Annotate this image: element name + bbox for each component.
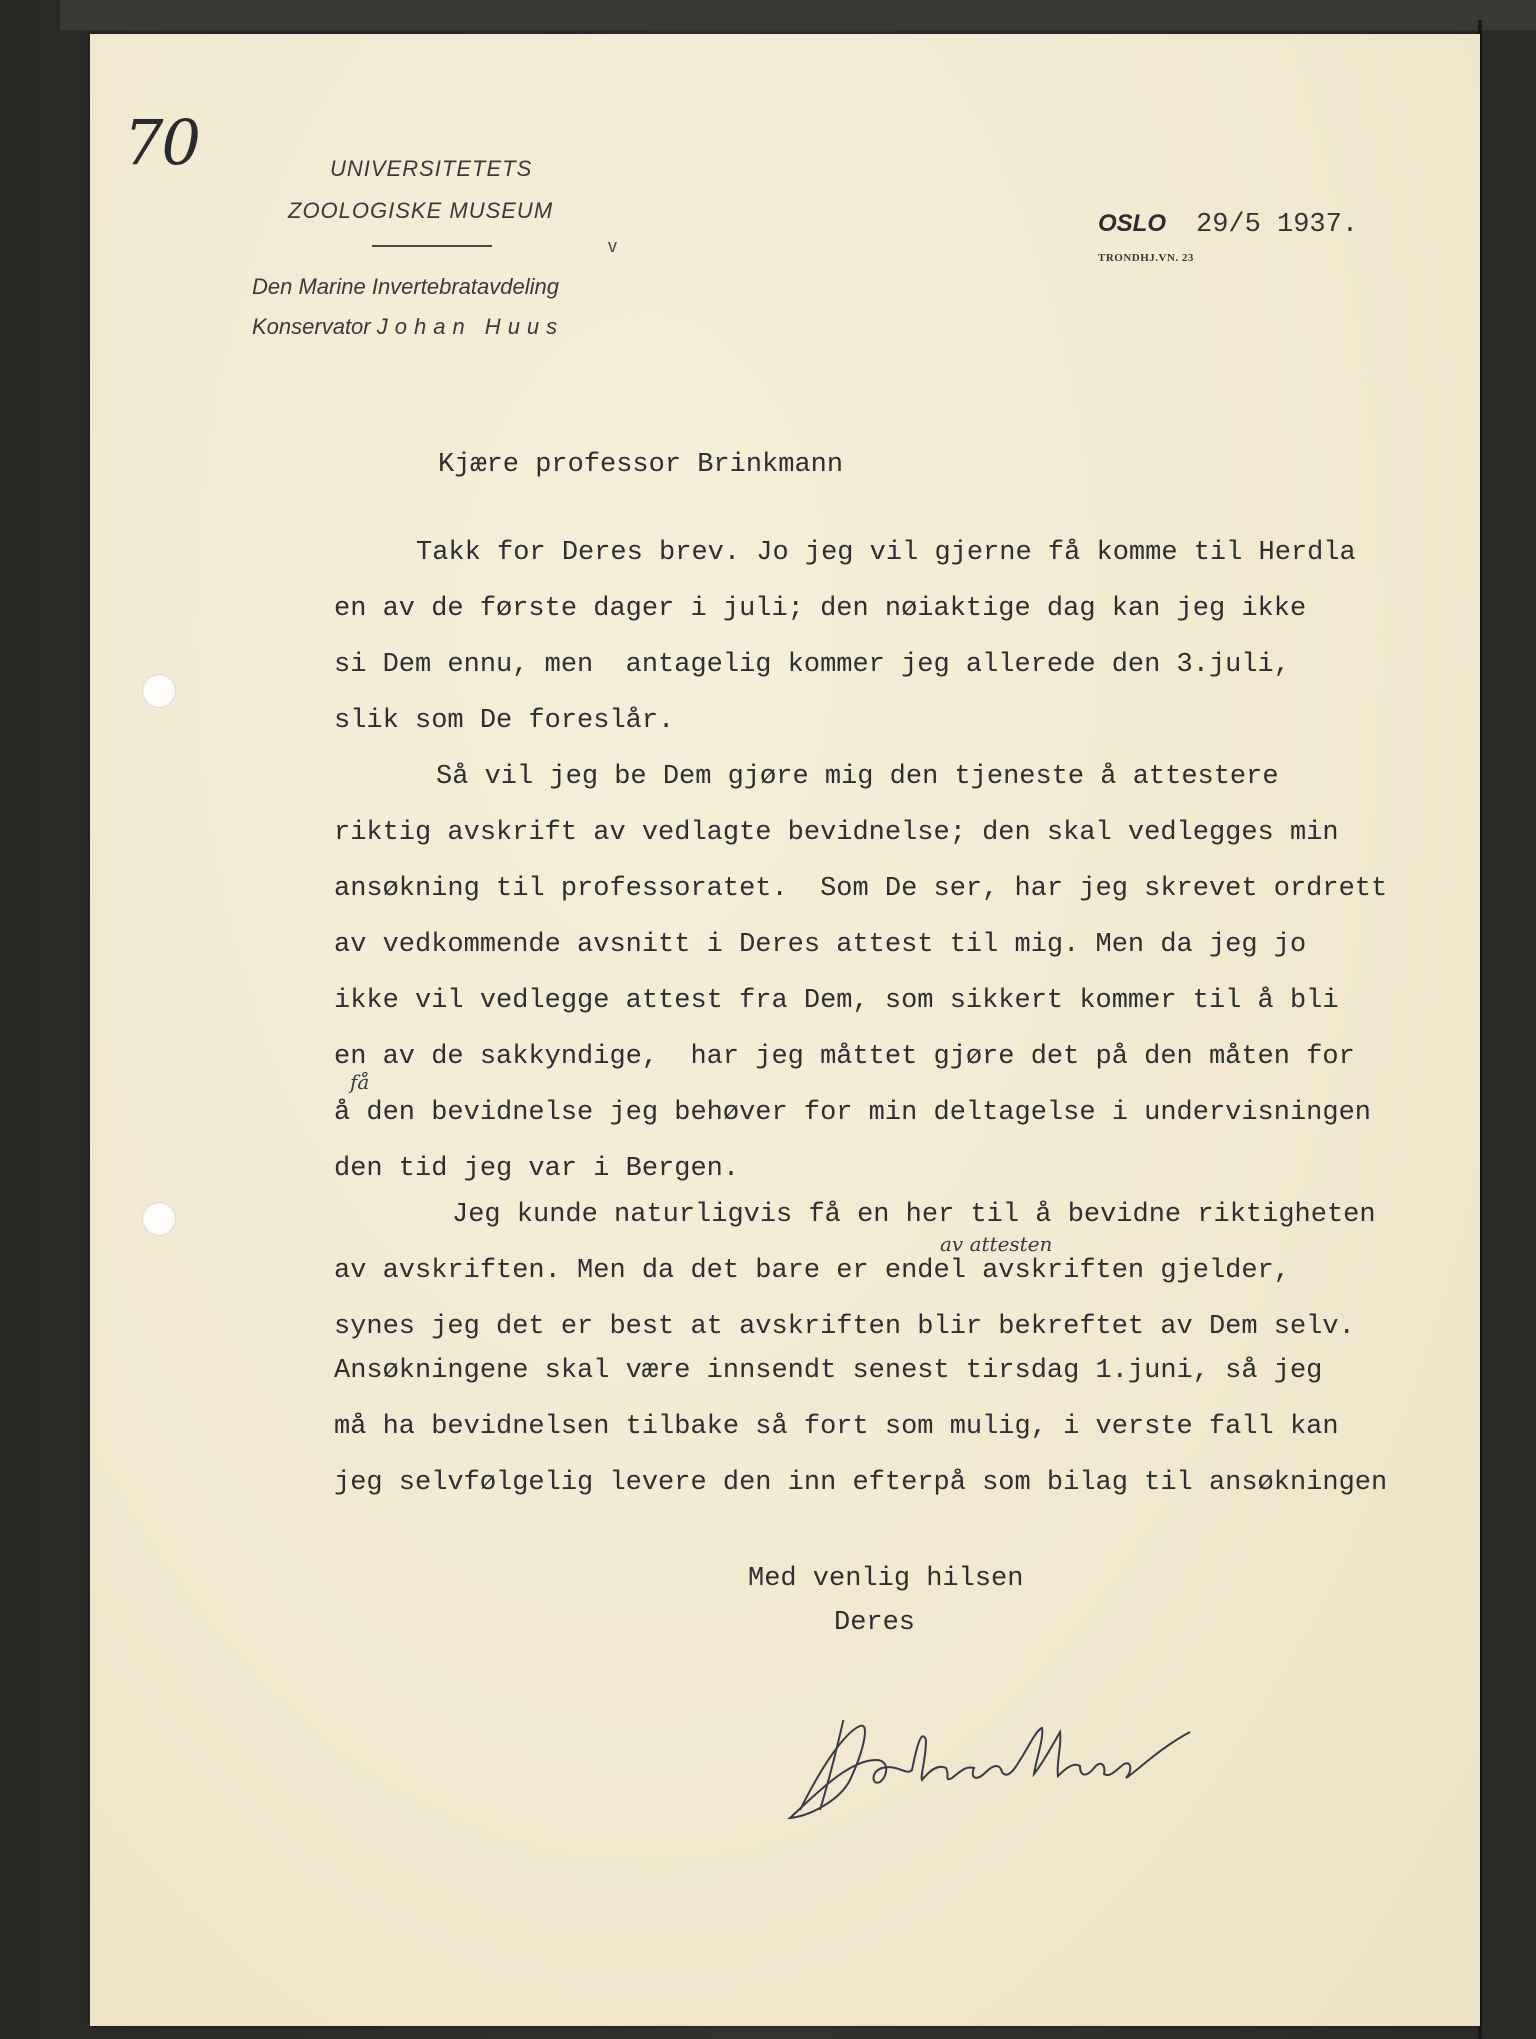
letterhead-department: Den Marine Invertebratavdeling — [252, 274, 559, 299]
body-line: av avskriften. Men da det bare er endel avskriften gjelder, — [334, 1256, 1290, 1286]
body-line: Ansøkningene skal være innsendt senest tirsdag 1.juni, så jeg — [334, 1356, 1323, 1386]
body-line: synes jeg det er best at avskriften blir bekreftet av Dem selv. — [334, 1312, 1355, 1342]
body-line: må ha bevidnelsen tilbake så fort som mulig, i verste fall kan — [334, 1412, 1339, 1442]
body-line: ikke vil vedlegge attest fra Dem, som sikkert kommer til å bli — [334, 986, 1339, 1016]
letterhead-curator-name: Johan Huus — [376, 314, 565, 339]
body-line: si Dem ennu, men antagelig kommer jeg allerede den 3.juli, — [334, 650, 1290, 680]
body-line: å den bevidnelse jeg behøver for min deltagelse i undervisningen — [334, 1098, 1371, 1128]
letterhead-mark: v — [608, 236, 617, 256]
letterhead-university: UNIVERSITETETS — [330, 156, 533, 181]
body-line: riktig avskrift av vedlagte bevidnelse; den skal vedlegges min — [334, 818, 1339, 848]
body-line: en av de første dager i juli; den nøiaktige dag kan jeg ikke — [334, 594, 1307, 624]
letter-date: 29/5 1937. — [1196, 210, 1359, 240]
archive-number: 70 — [124, 106, 199, 179]
body-line: en av de sakkyndige, har jeg måttet gjøre det på den måten for — [334, 1042, 1355, 1072]
letterhead-curator-title: Konservator — [252, 314, 371, 339]
body-line: ansøkning til professoratet. Som De ser, har jeg skrevet ordrett — [334, 874, 1388, 904]
handwritten-insertion-av-attesten: av attesten — [940, 1232, 1053, 1256]
place: OSLO — [1098, 210, 1167, 237]
salutation: Kjære professor Brinkmann — [438, 450, 844, 480]
handwritten-insertion-fa: få — [350, 1070, 370, 1094]
letterhead-curator — [252, 314, 564, 340]
body-line: slik som De foreslår. — [334, 706, 675, 736]
body-line: Så vil jeg be Dem gjøre mig den tjeneste å attestere — [436, 762, 1279, 792]
letterhead-museum: ZOOLOGISKE MUSEUM — [288, 198, 554, 223]
punch-hole-top — [142, 674, 176, 708]
punch-hole-bottom — [142, 1202, 176, 1236]
body-line: jeg selvfølgelig levere den inn efterpå som bilag til ansøkningen — [334, 1468, 1388, 1498]
handwritten-signature — [780, 1720, 1220, 1820]
backing-top-strip — [60, 0, 1536, 30]
body-line: den tid jeg var i Bergen. — [334, 1154, 740, 1184]
body-line: Takk for Deres brev. Jo jeg vil gjerne få komme til Herdla — [416, 538, 1356, 568]
closing-deres: Deres — [834, 1608, 916, 1638]
body-line: Jeg kunde naturligvis få en her til å bevidne riktigheten — [452, 1200, 1376, 1230]
street-address: TRONDHJ.VN. 23 — [1098, 252, 1194, 264]
letterhead-divider — [372, 245, 492, 247]
closing-greeting: Med venlig hilsen — [748, 1564, 1024, 1594]
body-line: av vedkommende avsnitt i Deres attest til mig. Men da jeg jo — [334, 930, 1307, 960]
